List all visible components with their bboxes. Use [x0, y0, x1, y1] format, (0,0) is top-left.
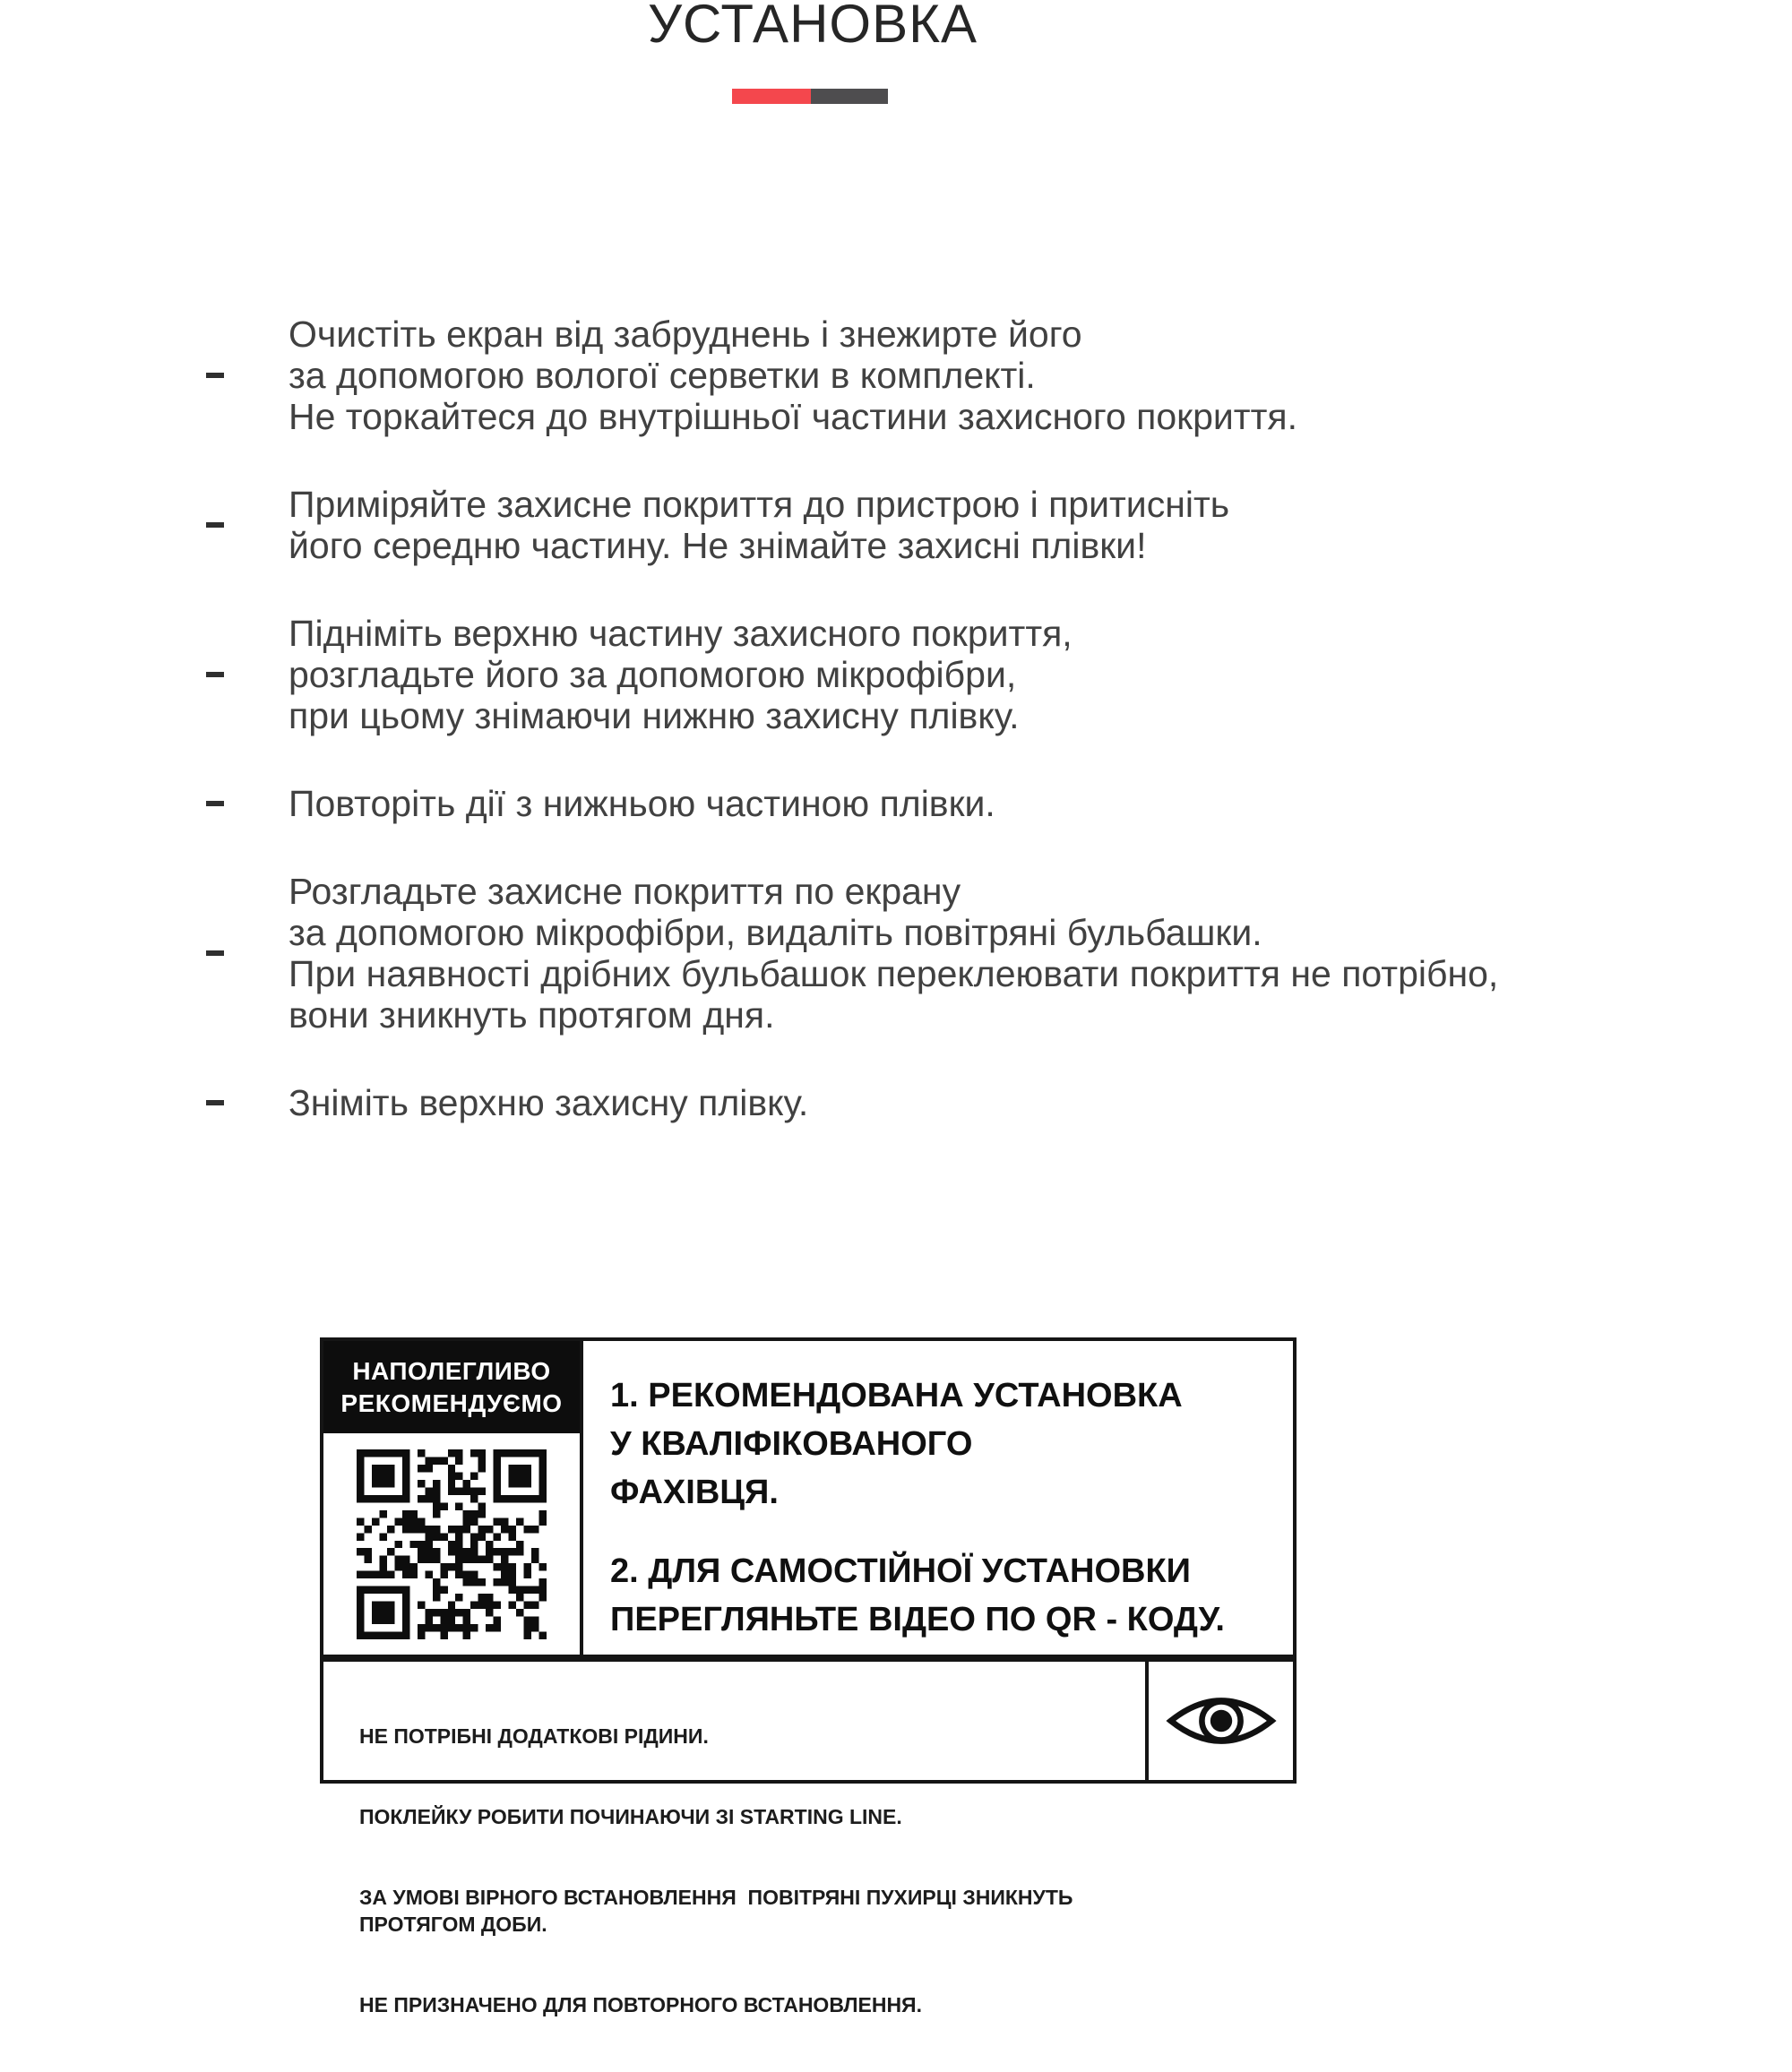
step-item	[206, 871, 1676, 1036]
divider-dark	[811, 89, 888, 104]
step-line: Очистіть екран від забруднень і знежирте його	[289, 314, 1082, 355]
bullet-dash-icon	[206, 672, 224, 677]
recommendation-line: ФАХІВЦЯ.	[610, 1474, 779, 1511]
recommendation-line: 1. РЕКОМЕНДОВАНА УСТАНОВКА	[610, 1377, 1183, 1414]
step-line: вони зникнуть протягом дня.	[289, 994, 775, 1036]
step-text	[289, 613, 1073, 736]
bullet-dash-icon	[206, 522, 224, 528]
step-line: При наявності дрібних бульбашок переклеювати покриття не потрібно,	[289, 953, 1499, 994]
recommendation-box	[320, 1337, 1297, 1658]
footnote-lines	[323, 1662, 1145, 2016]
step-line: Підніміть верхню частину захисного покриття,	[289, 613, 1073, 654]
step-item	[206, 783, 1676, 824]
footnote-line: НЕ ПОТРІБНІ ДОДАТКОВІ РІДИНИ.	[359, 1724, 709, 1748]
footnote-eye-cell	[1145, 1662, 1293, 1780]
step-item	[206, 314, 1676, 437]
bullet-dash-icon	[206, 373, 224, 378]
divider-red	[732, 89, 811, 104]
badge-line: НАПОЛЕГЛИВО	[352, 1356, 551, 1385]
step-line: за допомогою мікрофібри, видаліть повітряні бульбашки.	[289, 912, 1262, 953]
step-text	[289, 314, 1297, 437]
step-line: Приміряйте захисне покриття до пристрою і притисніть	[289, 484, 1230, 525]
step-item	[206, 1082, 1676, 1123]
recommendation-line: ПЕРЕГЛЯНЬТЕ ВІДЕО ПО QR - КОДУ.	[610, 1601, 1225, 1638]
step-line: за допомогою вологої серветки в комплекті.	[289, 355, 1036, 396]
step-line: Не торкайтеся до внутрішньої частини захисного покриття.	[289, 396, 1297, 437]
eye-icon	[1167, 1689, 1276, 1752]
recommendation-item	[610, 1547, 1277, 1644]
footnote-line: ПОКЛЕЙКУ РОБИТИ ПОЧИНАЮЧИ ЗІ STARTING LINE.	[359, 1805, 902, 1828]
qr-code-icon	[323, 1433, 580, 1655]
recommendation-line: 2. ДЛЯ САМОСТІЙНОЇ УСТАНОВКИ	[610, 1552, 1191, 1590]
footnote-line: НЕ ПРИЗНАЧЕНО ДЛЯ ПОВТОРНОГО ВСТАНОВЛЕННЯ.	[359, 1993, 922, 2016]
footnote-box	[320, 1658, 1297, 2016]
step-item	[206, 484, 1676, 566]
strongly-recommend-badge	[323, 1341, 580, 1433]
title-divider	[732, 89, 888, 104]
footnote-line: ЗА УМОВІ ВІРНОГО ВСТАНОВЛЕННЯ ПОВІТРЯНІ ПУХИРЦІ ЗНИКНУТЬ ПРОТЯГОМ ДОБИ.	[359, 1886, 1085, 1936]
step-line: Повторіть дії з нижньою частиною плівки.	[289, 783, 995, 824]
step-line: Розгладьте захисне покриття по екрану	[289, 871, 961, 912]
step-text	[289, 783, 995, 824]
bullet-dash-icon	[206, 801, 224, 806]
bullet-dash-icon	[206, 950, 224, 956]
badge-line: РЕКОМЕНДУЄМО	[340, 1388, 563, 1417]
step-line: при цьому знімаючи нижню захисну плівку.	[289, 695, 1020, 736]
bullet-dash-icon	[206, 1100, 224, 1105]
step-line: розгладьте його за допомогою мікрофібри,	[289, 654, 1017, 695]
step-text	[289, 1082, 808, 1123]
recommendation-left-panel	[323, 1341, 583, 1655]
recommendation-item	[610, 1371, 1277, 1517]
step-line: його середню частину. Не знімайте захисні плівки!	[289, 525, 1147, 566]
step-line: Зніміть верхню захисну плівку.	[289, 1082, 809, 1123]
step-text	[289, 484, 1229, 566]
step-text	[289, 871, 1498, 1036]
page-title: УСТАНОВКА	[647, 0, 978, 54]
recommendation-text	[583, 1341, 1293, 1655]
recommendation-line: У КВАЛІФІКОВАНОГО	[610, 1425, 973, 1463]
installation-steps	[206, 314, 1676, 1123]
step-item	[206, 613, 1676, 736]
